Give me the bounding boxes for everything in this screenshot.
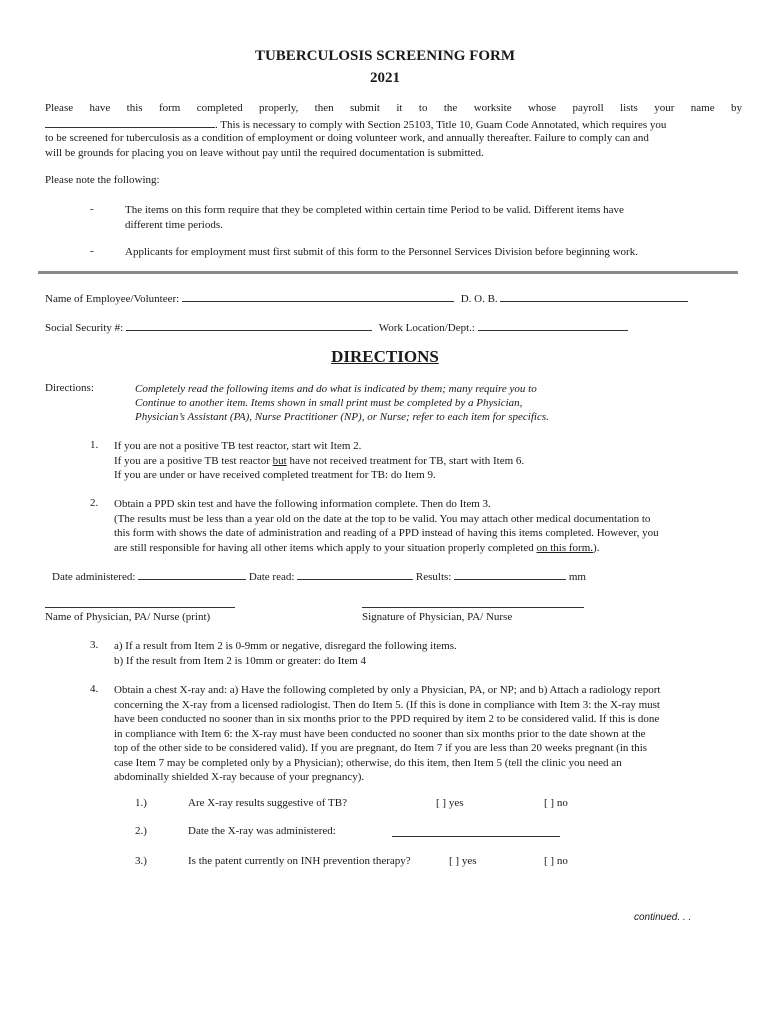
xray-date-question: Date the X-ray was administered: [188, 825, 336, 837]
inh-therapy-no-checkbox[interactable]: [ ] no [544, 855, 568, 867]
item-line: have been conducted no sooner than in six months prior to the PPD required by item 2 to be considered valid. If this is done [114, 713, 660, 725]
xray-suggestive-no-checkbox[interactable]: [ ] no [544, 797, 568, 809]
xray-suggestive-question: Are X-ray results suggestive of TB? [188, 797, 347, 809]
name-field[interactable] [182, 290, 454, 302]
work-location-field[interactable] [478, 319, 628, 331]
item-line: If you are not a positive TB test reactor, start wit Item 2. [114, 440, 362, 452]
date-administered-field[interactable] [138, 568, 246, 580]
item-1 [114, 439, 734, 483]
bullet-line: The items on this form require that they be completed within certain time Period to be valid. Different items have [125, 204, 624, 216]
bullet-item: Applicants for employment must first submit of this form to the Personnel Services Division before beginning work. [125, 246, 638, 258]
item-line: top of the other side to be considered valid). If you are pregnant, do Item 7 if you are less than 20 weeks pregnant (in this [114, 742, 648, 754]
inh-therapy-question: Is the patent currently on INH prevention therapy? [188, 855, 411, 867]
continued-note: continued. . . [634, 912, 692, 923]
subitem-number: 3.) [135, 855, 147, 867]
xray-date-field[interactable] [392, 824, 560, 837]
dob-field[interactable] [500, 290, 688, 302]
payroll-date-blank[interactable] [45, 116, 215, 128]
results-field[interactable] [454, 568, 566, 580]
directions-label: Directions: [45, 382, 94, 394]
item-text-underlined: but [272, 454, 287, 467]
item-4 [114, 683, 744, 785]
item-text: If you are a positive TB test reactor [114, 454, 273, 467]
item-2 [114, 497, 744, 555]
form-year: 2021 [370, 70, 400, 86]
item-line [114, 454, 734, 469]
item-text: ). [593, 541, 600, 554]
subitem-number: 2.) [135, 825, 147, 837]
item-3 [114, 639, 734, 668]
section-divider [38, 271, 738, 274]
item-line [114, 541, 744, 556]
bullet-dash: - [90, 245, 94, 257]
physician-signature-label: Signature of Physician, PA/ Nurse [362, 611, 513, 623]
item-line: a) If a result from Item 2 is 0-9mm or negative, disregard the following items. [114, 640, 457, 652]
work-location-label: Work Location/Dept.: [378, 322, 475, 334]
item-line: abdominally shielded X-ray because of your pregnancy). [114, 771, 365, 783]
dob-label: D. O. B. [460, 293, 498, 305]
physician-signature-line[interactable] [362, 607, 584, 608]
bullet-item [125, 203, 725, 232]
item-line: If you are under or have received completed treatment for TB: do Item 9. [114, 469, 436, 481]
item-number: 4. [90, 683, 99, 695]
bullet-dash: - [90, 203, 94, 215]
name-row [45, 290, 688, 305]
item-line: Obtain a PPD skin test and have the following information complete. Then do Item 3. [114, 498, 491, 510]
physician-name-line[interactable] [45, 607, 235, 608]
directions-line: Physician’s Assistant (PA), Nurse Practitioner (NP), or Nurse; refer to each item for specifics. [135, 411, 549, 423]
name-label: Name of Employee/Volunteer: [45, 293, 180, 305]
directions-text [135, 382, 735, 424]
item-line: (The results must be less than a year old on the date at the top to be valid. You may attach other medical documentation to [114, 512, 651, 525]
item-line: in compliance with Item 6: the X-ray must have been conducted no sooner than six months prior to the date shown at the [114, 727, 646, 740]
item-line: Obtain a chest X-ray and: a) Have the following completed by only a Physician, PA, or NP; and b) Attach a radiology report [114, 684, 661, 696]
results-unit: mm [568, 571, 586, 583]
ssn-label: Social Security #: [45, 322, 124, 334]
intro-line-2-text: . This is necessary to comply with Section 25103, Title 10, Guam Code Annotated, which requires you [215, 119, 667, 131]
item-text: are still responsible for having all other items which apply to your situation properly completed [114, 541, 537, 554]
directions-line: Continue to another item. Items shown in small print must be completed by a Physician, [135, 397, 523, 409]
item-number: 3. [90, 639, 99, 651]
note-heading: Please note the following: [45, 174, 160, 186]
inh-therapy-yes-checkbox[interactable]: [ ] yes [449, 855, 477, 867]
intro-line-3: to be screened for tuberculosis as a condition of employment or doing volunteer work, and annually thereafter. Failure to comply can and [45, 132, 649, 144]
item-line: this form with shows the date of administration and reading of a PPD instead of having this items completed. However, you [114, 527, 659, 539]
date-administered-label: Date administered: [52, 571, 136, 583]
directions-line: Completely read the following items and do what is indicated by them; many require you to [135, 383, 537, 395]
subitem-number: 1.) [135, 797, 147, 809]
item-text-underlined: on this form. [536, 541, 594, 554]
intro-line-4: will be grounds for placing you on leave without pay until the required documentation is submitted. [45, 147, 484, 159]
date-read-field[interactable] [297, 568, 413, 580]
physician-name-label: Name of Physician, PA/ Nurse (print) [45, 611, 211, 623]
intro-line-1: Please have this form completed properly, then submit it to the worksite whose payroll lists your name by [45, 102, 742, 114]
ssn-field[interactable] [126, 319, 372, 331]
bullet-line: different time periods. [125, 218, 223, 231]
xray-suggestive-yes-checkbox[interactable]: [ ] yes [436, 797, 464, 809]
item-line: case Item 7 may be completed only by a Physician); otherwise, do this item, then Item 5 (tell the clinic you need an [114, 756, 622, 769]
date-read-label: Date read: [248, 571, 295, 583]
item-line: concerning the X-ray from a licensed radiologist. Then do Item 5. (If this is done in compliance with Item 3: the X-ray must [114, 698, 660, 711]
ppd-row [52, 568, 586, 583]
item-number: 1. [90, 439, 99, 451]
form-title: TUBERCULOSIS SCREENING FORM [254, 48, 516, 64]
results-label: Results: [415, 571, 452, 583]
item-line: b) If the result from Item 2 is 10mm or greater: do Item 4 [114, 654, 367, 667]
item-number: 2. [90, 497, 99, 509]
directions-heading: DIRECTIONS [331, 347, 439, 366]
ssn-row [45, 319, 628, 334]
item-text: have not received treatment for TB, start with Item 6. [286, 454, 525, 467]
